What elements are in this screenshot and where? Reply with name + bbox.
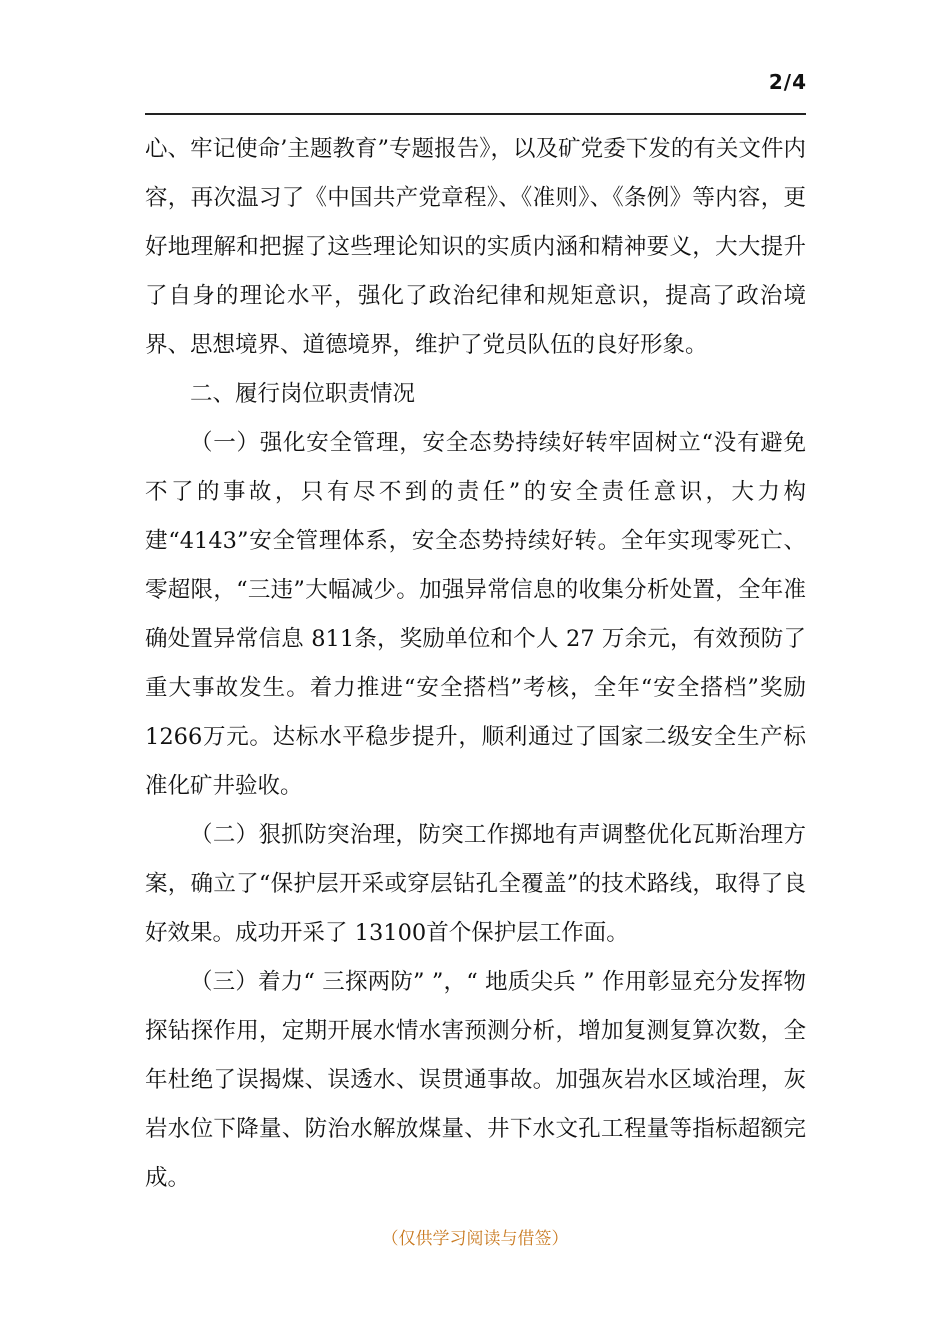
paragraph-theory-study: 心、牢记使命’主题教育”专题报告》，以及矿党委下发的有关文件内容，再次温习了《中国共产党章程》、《准则》、《条例》等内容，更好地理解和把握了这些理论知识的实质内涵和精神要义，大大提升了自身的理论水平，强化了政治纪律和规矩意识，提高了政治境界、思想境界、道德境界，维护了党员队伍的良好形象。 [145, 136, 806, 358]
document-body [145, 125, 806, 1203]
paragraph-gas-outburst: （二）狠抓防突治理，防突工作掷地有声调整优化瓦斯治理方案，确立了“保护层开采或穿层钻孔全覆盖”的技术路线，取得了良好效果。成功开采了 13100首个保护层工作面。 [145, 822, 806, 946]
header-divider [145, 113, 806, 115]
paragraph-safety-management: （一）强化安全管理，安全态势持续好转牢固树立“没有避免不了的事故，只有尽不到的责任”的安全责任意识，大力构建“4143”安全管理体系，安全态势持续好转。全年实现零死亡、零超限，“三违”大幅减少。加强异常信息的收集分析处置，全年准确处置异常信息 811条，奖励单位和个人 27 万余元，有效预防了重大事故发生。着力推进“安全搭档”考核，全年“安全搭档”奖励 1266万元。达标水平稳步提升，顺利通过了国家二级安全生产标准化矿井验收。 [145, 430, 806, 799]
footer-note: （仅供学习阅读与借签） [381, 1229, 569, 1249]
page-number: 2/4 [768, 70, 807, 94]
paragraph-water-prevention: （三）着力“ 三探两防” ”，“ 地质尖兵 ” 作用彰显充分发挥物探钻探作用，定期开展水情水害预测分析，增加复测复算次数，全年杜绝了误揭煤、误透水、误贯通事故。加强灰岩水区域治理，灰岩水位下降量、防治水解放煤量、井下水文孔工程量等指标超额完成。 [145, 969, 806, 1191]
section-heading-duties: 二、履行岗位职责情况 [190, 381, 416, 407]
